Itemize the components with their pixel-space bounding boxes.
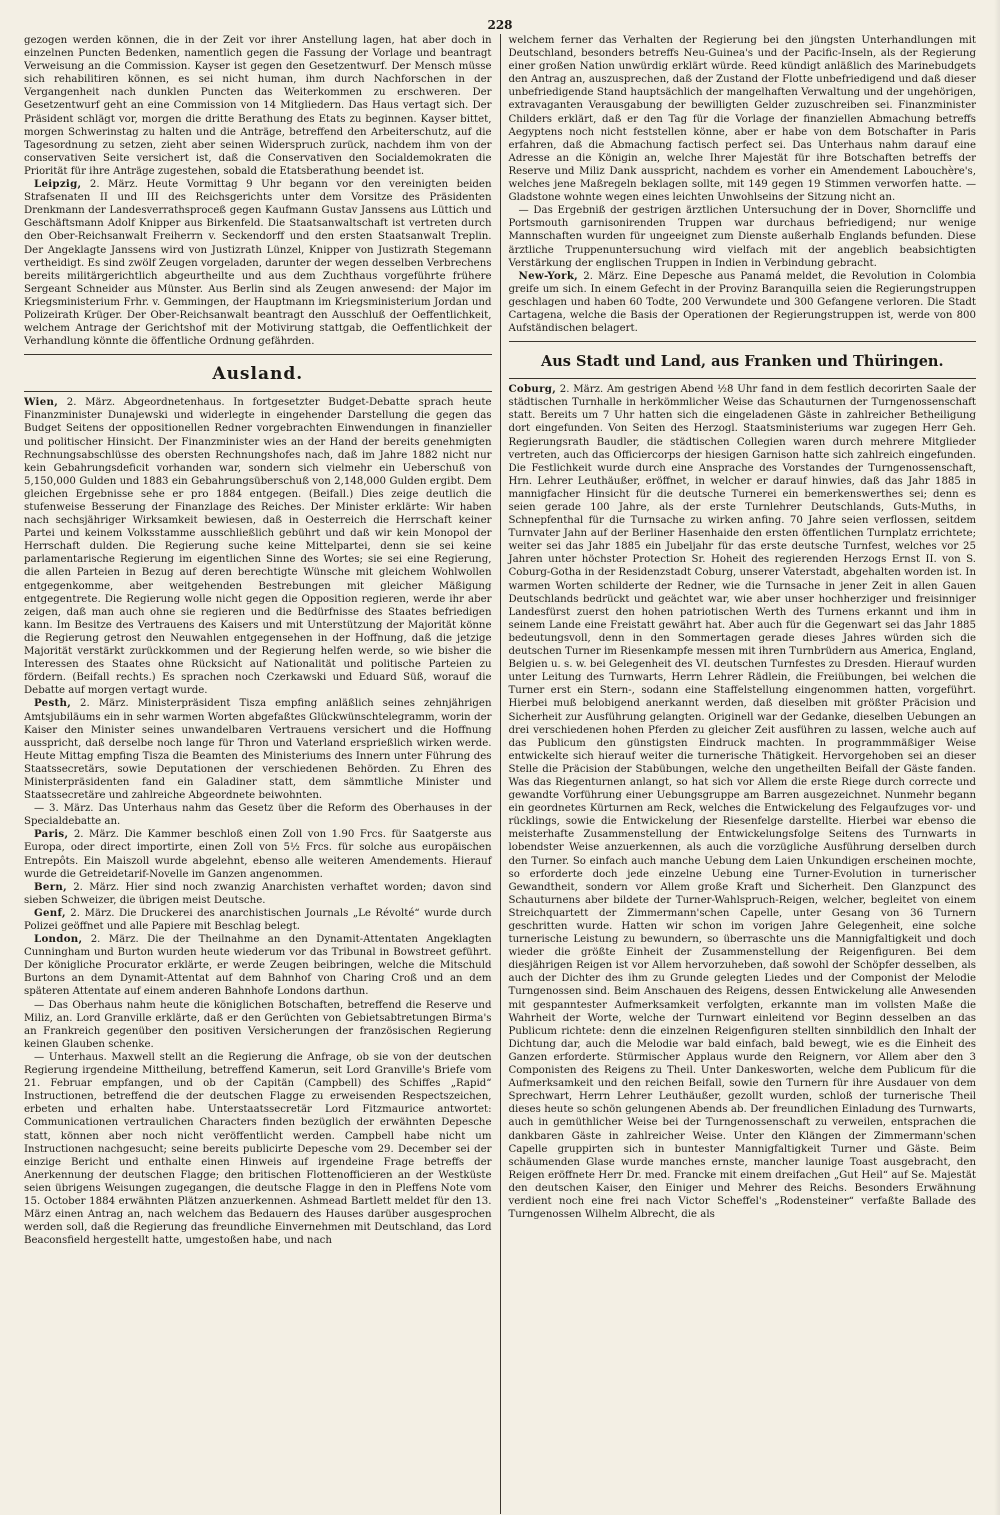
section-rule	[24, 354, 492, 355]
dateline-genf: Genf,	[34, 906, 66, 919]
article-wien-text: 2. März. Abgeordnetenhaus. In fortgesetzter Budget-Debatte sprach heute Finanzminister Dunajewski und widerlegte in eingehender Darstellung die gegen das Budget Seitens der oppositionellen Redner vorgebrachten Einwendungen in finanzieller und politischer Hinsicht. Der Finanzminister wies an der Hand der bereits genehmigten Rechnungsabschlüsse des obersten Rechnungshofes nach, daß im Jahre 1882 nicht nur kein Gebahrungsdeficit vorhanden war, sondern sich vielmehr ein Ueberschuß von 5,150,000 Gulden und 1883 ein Gebahrungsüberschuß von 2,148,000 Gulden ergibt. Dem gleichen Ergebnisse sehe er pro 1884 entgegen. (Beifall.) Dies zeige deutlich die stufenweise Besserung der Finanzlage des Reiches. Der Minister erklärte: Wir haben nach sechsjähriger Wirksamkeit bewiesen, daß in Oesterreich die Herrschaft keiner Partei und keinem Volksstamme ausschließlich gebührt und daß wir kein Monopol der Herrschaft dulden. Die Regierung suche keine Mittelpartei, denn sie sei keine parlamentarische Regierung im eigentlichen Sinne des Wortes; sie sei eine Regierung, die allen Parteien in Bezug auf deren berechtigte Wünsche mit gleichem Wohlwollen entgegenkomme, aber weitgehenden Bestrebungen mit gleicher Mäßigung entgegentrete. Die Regierung wolle nicht gegen die Opposition regieren, werde ihr aber zeigen, daß man auch ohne sie regieren und die Bedürfnisse des Staates befriedigen kann. Im Besitze des Vertrauens des Kaisers und mit Unterstützung der Majorität könne die Regierung getrost den Neuwahlen entgegensehen in der Hoffnung, daß die jetzige Majorität verstärkt zurückkommen und der Regierung helfen werde, so wie bisher die Interessen des Staates ohne Rücksicht auf Nationalität und politische Parteien zu fördern. (Beifall rechts.) Es sprachen noch Czerkawski und Eduard Süß, worauf die Debatte auf morgen vertagt wurde.	[24, 397, 492, 697]
article-pesth-2: — 3. März. Das Unterhaus nahm das Gesetz über die Reform des Oberhauses in der Specialdebatte an.	[24, 803, 492, 828]
page-number: 228	[487, 18, 513, 32]
article-leipzig	[24, 178, 492, 348]
section-heading-regional: Aus Stadt und Land, aus Franken und Thüringen.	[541, 353, 944, 371]
article-london-3: — Unterhaus. Maxwell stellt an die Regierung die Anfrage, ob sie von der deutschen Regierung irgendeine Mittheilung, betreffend Kamerun, seit Lord Granville's Briefe vom 21. Februar empfangen, und ob der Capitän (Campbell) des Schiffes „Rapid“ Instructionen, betreffend die der deutschen Flagge zu erweisenden Respectszeichen, erbeten und erhalten habe. Unterstaatssecretär Lord Fitzmaurice antwortet: Communicationen vertraulichen Characters finden bezüglich der erwähnten Depesche statt, können aber noch nicht veröffentlicht werden. Campbell habe nicht um Instructionen nachgesucht; seine bereits publicirte Depesche vom 29. December sei der einzige Bericht und enthalte einen Hinweis auf irgendeine Frage betreffs der Anerkennung der deutschen Flagge; den britischen Flottenofficieren an der Westküste seien übrigens Weisungen zugegangen, die deutsche Flagge in den in Pleffens Note vom 15. October 1884 erwähnten Plätzen anzuerkennen. Ashmead Bartlett meldet für den 13. März einen Antrag an, nach welchem das Bedauern des Hauses darüber ausgesprochen werden soll, daß die Regierung das freundliche Einvernehmen mit Deutschland, das Lord Beaconsfield hergestellt hatte, umgestoßen habe, und nach	[24, 1051, 492, 1247]
dateline-coburg: Coburg,	[508, 383, 557, 396]
article-reichstag-continuation: gezogen werden können, die in der Zeit vor ihrer Anstellung lagen, hat aber doch in einzelnen Puncten Bedenken, namentlich gegen die Fassung der Vorlage und beantragt Verweisung an die Commission. Kayser ist gegen den Gesetzentwurf. Der Mensch müsse sich rehabilitiren können, es sei nicht human, ihm durch Nachforschen in der Vergangenheit nach dunklen Puncten das Weiterkommen zu erschweren. Der Gesetzentwurf geht an eine Commission von 14 Mitgliedern. Das Haus vertagt sich. Der Präsident schlägt vor, morgen die dritte Berathung des Etats zu beginnen. Kayser bittet, morgen Schwerinstag zu halten und die Anträge, betreffend den Arbeiterschutz, auf die Tagesordnung zu setzen, zieht aber seinen Widerspruch zurück, nachdem ihm von der conservativen Seite versichert ist, daß die Conservativen den Socialdemokraten die Priorität für ihre Anträge zugestehen, sobald die Etatsberathung beendet ist.	[24, 35, 492, 177]
right-column	[501, 34, 977, 1514]
article-genf-text: 2. März. Die Druckerei des anarchistischen Journals „Le Révolté“ wurde durch Polizei geöffnet und alle Papiere mit Beschlag belegt.	[24, 907, 492, 932]
dateline-london: London,	[34, 933, 83, 946]
article-bern	[24, 881, 492, 907]
article-coburg	[509, 383, 977, 1221]
article-newyork-text: 2. März. Eine Depesche aus Panamá meldet, die Revolution in Colombia greife um sich. In einem Gefecht in der Provinz Baranquilla seien die Regierungstruppen geschlagen und haben 60 Todte, 200 Verwundete und 300 Gefangene verloren. Die Stadt Cartagena, welche die Basis der Operationen der Regierungstruppen ist, werde von 800 Aufständischen belagert.	[508, 270, 977, 335]
article-bern-text: 2. März. Hier sind noch zwanzig Anarchisten verhaftet worden; davon sind sieben Schweizer, die übrigen meist Deutsche.	[24, 881, 492, 906]
article-london	[24, 933, 492, 998]
article-paris-text: 2. März. Die Kammer beschloß einen Zoll von 1.90 Frcs. für Saatgerste aus Europa, oder direct importirte, einen Zoll von 5½ Frcs. für solche aus europäischen Entrepôts. Ein Maiszoll wurde abgelehnt, ebenso alle weiteren Amendements. Hierauf wurde die Getreidetarif-Novelle im Ganzen angenommen.	[24, 829, 492, 880]
article-coburg-text: 2. März. Am gestrigen Abend ½8 Uhr fand in dem festlich decorirten Saale der städtischen Turnhalle in herkömmlicher Weise das Schauturnen der Turngenossenschaft statt. Bereits um 7 Uhr hatten sich die eingeladenen Gäste in zahlreicher Betheiligung dort eingefunden. Von Seiten des Herzogl. Staatsministeriums war zugegen Herr Geh. Regierungsrath Baudler, die städtischen Collegien waren durch mehrere Mitglieder vertreten, auch das Officiercorps der hiesigen Garnison hatte sich zahlreich eingefunden. Die Festlichkeit wurde durch eine Ansprache des Vorstandes der Turngenossenschaft, Hrn. Lehrer Leuthäußer, eröffnet, in welcher er darauf hinwies, daß das Jahr 1885 in mannigfacher Hinsicht für die deutsche Turnerei ein bemerkenswerthes sei; denn es seien gerade 100 Jahre, als der erste Turnlehrer Deutschlands, Guts-Muths, in Schnepfenthal für die Turnsache zu wirken anfing. 70 Jahre seien verflossen, seitdem Turnvater Jahn auf der Berliner Hasenhaide den ersten öffentlichen Turnplatz errichtete; weiter sei das Jahr 1885 ein Jubeljahr für das erste deutsche Turnfest, welches vor 25 Jahren unter höchster Protection Sr. Hoheit des regierenden Herzogs Ernst II. von S. Coburg-Gotha in der Residenzstadt Coburg, unserer Vaterstadt, abgehalten worden ist. In warmen Worten schilderte der Redner, wie die Turnsache in jener Zeit in allen Gauen Deutschlands bedrückt und geächtet war, wie aber unser hochherziger und freisinniger Landesfürst zuerst den hohen patriotischen Werth des Turnens erkannt und ihm in seinem Lande eine Freistatt gewährt hat. Aber auch für die Gegenwart sei das Jahr 1885 bedeutungsvoll, denn in den Sommertagen gerade dieses Jahres würden sich die deutschen Turner im Riesenkampfe messen mit ihren Turnbrüdern aus America, England, Belgien u. s. w. bei Gelegenheit des VI. deutschen Turnfestes zu Dresden. Hierauf wurden unter Leitung des Turnwarts, Herrn Lehrer Rädlein, die Freiübungen, bei welchen die Turner erst ein Stern-, sodann eine Staffelstellung eingenommen hatten, vorgeführt. Hierbei muß belobigend anerkannt werden, daß dieselben mit größter Präcision und Sicherheit zur Ausführung gelangten. Originell war der Gedanke, dieselben Uebungen an drei verschiedenen hohen Pferden zu gleicher Zeit ausführen zu lassen, welche auch auf das Publicum den günstigsten Eindruck machten. In programmmäßiger Weise entwickelte sich hierauf weiter die turnerische Thätigkeit. Hervorgehoben sei an dieser Stelle die Präcision der Stabübungen, welche den ungetheilten Beifall der Gäste fanden. Was das Riegenturnen anlangt, so hat sich vor Allem die erste Riege durch correcte und gewandte Vorführung einer Uebungsgruppe am Barren ausgezeichnet. Nunmehr begann ein geordnetes Kürturnen am Reck, welches die Entwickelung des Felgaufzuges vor- und rücklings, sowie die Entwickelung der Riesenfelge darstellte. Hierbei war ebenso die meisterhafte Zusammenstellung der Entwickelungsfolge Seitens des Turnwarts in lobendster Weise anzuerkennen, als auch die vorzügliche Ausführung derselben durch den Turner. So einfach auch manche Uebung dem Laien Unkundigen erscheinen mochte, so erforderte doch jede einzelne Uebung eine Turner-Evolution in turnerischer Gewandtheit, sondern vor Allem große Kraft und Sicherheit. Den Glanzpunct des Schauturnens aber bildete der Turner-Wahlspruch-Reigen, welcher, begleitet von einem Streichquartett der Zimmermann'schen Capelle, unter Gesang von 36 Turnern geschritten wurde. Hatten wir schon im vorigen Jahre Gelegenheit, eine solche turnerische Leistung zu bewundern, so überraschte uns die Mannigfaltigkeit und doch wieder die größte Einheit der Zusammenstellung der Reigenfiguren. Bei dem diesjährigen Reigen ist vor Allem hervorzuheben, daß sowohl der Schöpfer desselben, als auch der Dichter des ihm zu Grunde gelegten Liedes und der Componist der Melodie Turngenossen sind. Beim Anschauen des Reigens, dessen Entwickelung alle Anwesenden mit gespanntester Aufmerksamkeit verfolgten, erkannte man im vollsten Maße die Wahrheit der Worte, welche der Turnwart einleitend vor Beginn desselben an das Publicum richtete: denn die einzelnen Reigenfiguren stellten sinnbildlich den Inhalt der Dichtung dar, auch die Melodie war bald einfach, bald bewegt, wie es die Einheit des Ganzen erforderte. Stürmischer Applaus wurde den Reignern, vor Allem aber den 3 Componisten des Reigens zu Theil. Unter Dankesworten, welche dem Publicum für die Aufmerksamkeit und den reichen Beifall, sowie den Turnern für ihre Ausdauer von dem Sprechwart, Herrn Lehrer Leuthäußer, gezollt wurden, schloß der turnerische Theil dieses heute so schön gelungenen Abends ab. Der freundlichen Einladung des Turnwarts, auch in gemüthlicher Weise bei der Turngenossenschaft zu verweilen, entsprachen die dankbaren Gäste in zahlreicher Weise. Unter den Klängen der Zimmermann'schen Capelle gruppirten sich in buntester Mannigfaltigkeit Turner und Gäste. Beim schäumenden Glase wurde manches ernste, mancher launige Toast ausgebracht, den Reigen eröffnete Herr Dr. med. Francke mit einem dreifachen „Gut Heil“ auf Se. Majestät den deutschen Kaiser, den Einiger und Mehrer des Reichs. Besonders Erwähnung verdient noch eine frei nach Victor Scheffel's „Rodensteiner“ verfaßte Ballade des Turngenossen Wilhelm Albrecht, die als	[508, 384, 977, 1221]
dateline-pesth: Pesth,	[34, 697, 72, 710]
article-london-continuation: welchem ferner das Verhalten der Regierung bei den jüngsten Unterhandlungen mit Deutschland, besonders betreffs Neu-Guinea's und der Pacific-Inseln, als der Regierung einer großen Nation unwürdig erklärt würde. Reed kündigt anläßlich des Marinebudgets den Antrag an, auszusprechen, daß der Zustand der Flotte unbefriedigend und daß dieser unbefriedigende Stand hauptsächlich der mangelhaften Verwaltung und der ungehörigen, extravaganten Verausgabung der bewilligten Gelder zuzuschreiben sei. Finanzminister Childers erklärt, daß er den Tag für die Vorlage der finanziellen Abmachung betreffs Aegyptens noch nicht feststellen könne, aber er habe von dem Botschafter in Paris erfahren, daß die Abmachung factisch perfect sei. Das Unterhaus nahm darauf eine Adresse an die Königin an, welche Ihrer Majestät für ihre Botschaften betreffs der Reserve und Miliz Dank ausspricht, nachdem es vorher ein Amendement Labouchère's, welches jene Maßregeln beklagen sollte, mit 149 gegen 19 Stimmen verworfen hatte. — Gladstone wohnte wegen eines leichten Unwohlseins der Sitzung nicht an.	[508, 35, 977, 204]
article-pesth	[24, 697, 492, 802]
article-paris	[24, 828, 492, 880]
section-rule	[509, 341, 977, 342]
dateline-wien: Wien,	[24, 396, 59, 409]
article-wien	[24, 396, 492, 697]
article-pesth-text: 2. März. Ministerpräsident Tisza empfing anläßlich seines zehnjährigen Amtsjubiläums ein in sehr warmen Worten abgefaßtes Glückwünschtelegramm, worin der Kaiser den Minister seines unwandelbaren Vertrauens versichert und die Hoffnung ausspricht, daß derselbe noch lange für Thron und Vaterland ersprießlich wirken werde. Heute Mittag empfing Tisza die Beamten des Ministeriums des Innern unter Führung des Staatssecretärs, sowie Deputationen der verschiedenen Behörden. Zu Ehren des Ministerpräsidenten fand ein Galadiner statt, dem sämmtliche Minister und Staatssecretäre und zahlreiche Abgeordnete beiwohnten.	[24, 698, 492, 802]
page-edge-shadow	[994, 0, 1000, 1515]
dateline-newyork: New-York,	[518, 269, 579, 282]
section-rule	[509, 378, 977, 379]
section-heading-ausland: Ausland.	[212, 364, 304, 385]
article-genf	[24, 907, 492, 933]
columns	[24, 34, 976, 1514]
article-london-text: 2. März. Die der Theilnahme an den Dynamit-Attentaten Angeklagten Cunningham und Burton wurden heute wiederum vor das Tribunal in Bowstreet geführt. Der königliche Procurator erklärte, er werde Zeugen beibringen, welche die Mitschuld Burtons an dem Dynamit-Attentat auf dem Bahnhof von Charing Croß und an dem späteren Attentate auf einem anderen Bahnhofe Londons darthun.	[24, 934, 492, 998]
left-column	[24, 34, 500, 1514]
dateline-bern: Bern,	[34, 880, 67, 893]
article-leipzig-text: 2. März. Heute Vormittag 9 Uhr begann vor den vereinigten beiden Strafsenaten II und III des Reichsgerichts unter dem Vorsitze des Präsidenten Drenkmann der Landesverrathsproceß gegen Kaufmann Gustav Janssens aus Lüttich und Geschäftsmann Adolf Knipper aus Birkenfeld. Die Staatsanwaltschaft ist vertreten durch den Ober-Reichsanwalt Freiherrn v. Seckendorff und den ersten Staatsanwalt Treplin. Der Angeklagte Janssens wird von Justizrath Lünzel, Knipper von Justizrath Stegemann vertheidigt. Es sind zwölf Zeugen vorgeladen, darunter der wegen desselben Verbrechens bereits militärgerichtlich abgeurtheilte und aus dem Zuchthaus vorgeführte frühere Sergeant Schneider aus Münster. Aus Berlin sind als Zeugen anwesend: der Major im Kriegsministerium Frhr. v. Gemmingen, der Hauptmann im Kriegsministerium Jordan und Polizeirath Krüger. Der Ober-Reichsanwalt beantragt den Ausschluß der Oeffentlichkeit, welchem Antrage der Gerichtshof mit der Motivirung stattgab, die Oeffentlichkeit der Verhandlung könnte die öffentliche Ordnung gefährden.	[24, 179, 492, 348]
article-dover: — Das Ergebniß der gestrigen ärztlichen Untersuchung der in Dover, Shorncliffe und Portsmouth garnisonirenden Truppen war durchaus befriedigend; nur wenige Mannschaften wurden für ungeeignet zum Dienste außerhalb Englands befunden. Diese ärztliche Truppenuntersuchung wird vielfach mit der angeblich beabsichtigten Verstärkung der englischen Truppen in Indien in Verbindung gebracht.	[508, 205, 977, 269]
article-newyork	[509, 270, 977, 335]
article-london-2: — Das Oberhaus nahm heute die königlichen Botschaften, betreffend die Reserve und Miliz, an. Lord Granville erklärte, daß er den Gerüchten von Gebietsabtretungen Birma's an Frankreich gegenüber den positiven Versicherungen der französischen Regierung keinen Glauben schenke.	[24, 999, 492, 1050]
dateline-paris: Paris,	[34, 828, 69, 841]
dateline-leipzig: Leipzig,	[34, 178, 82, 191]
section-rule	[24, 391, 492, 392]
